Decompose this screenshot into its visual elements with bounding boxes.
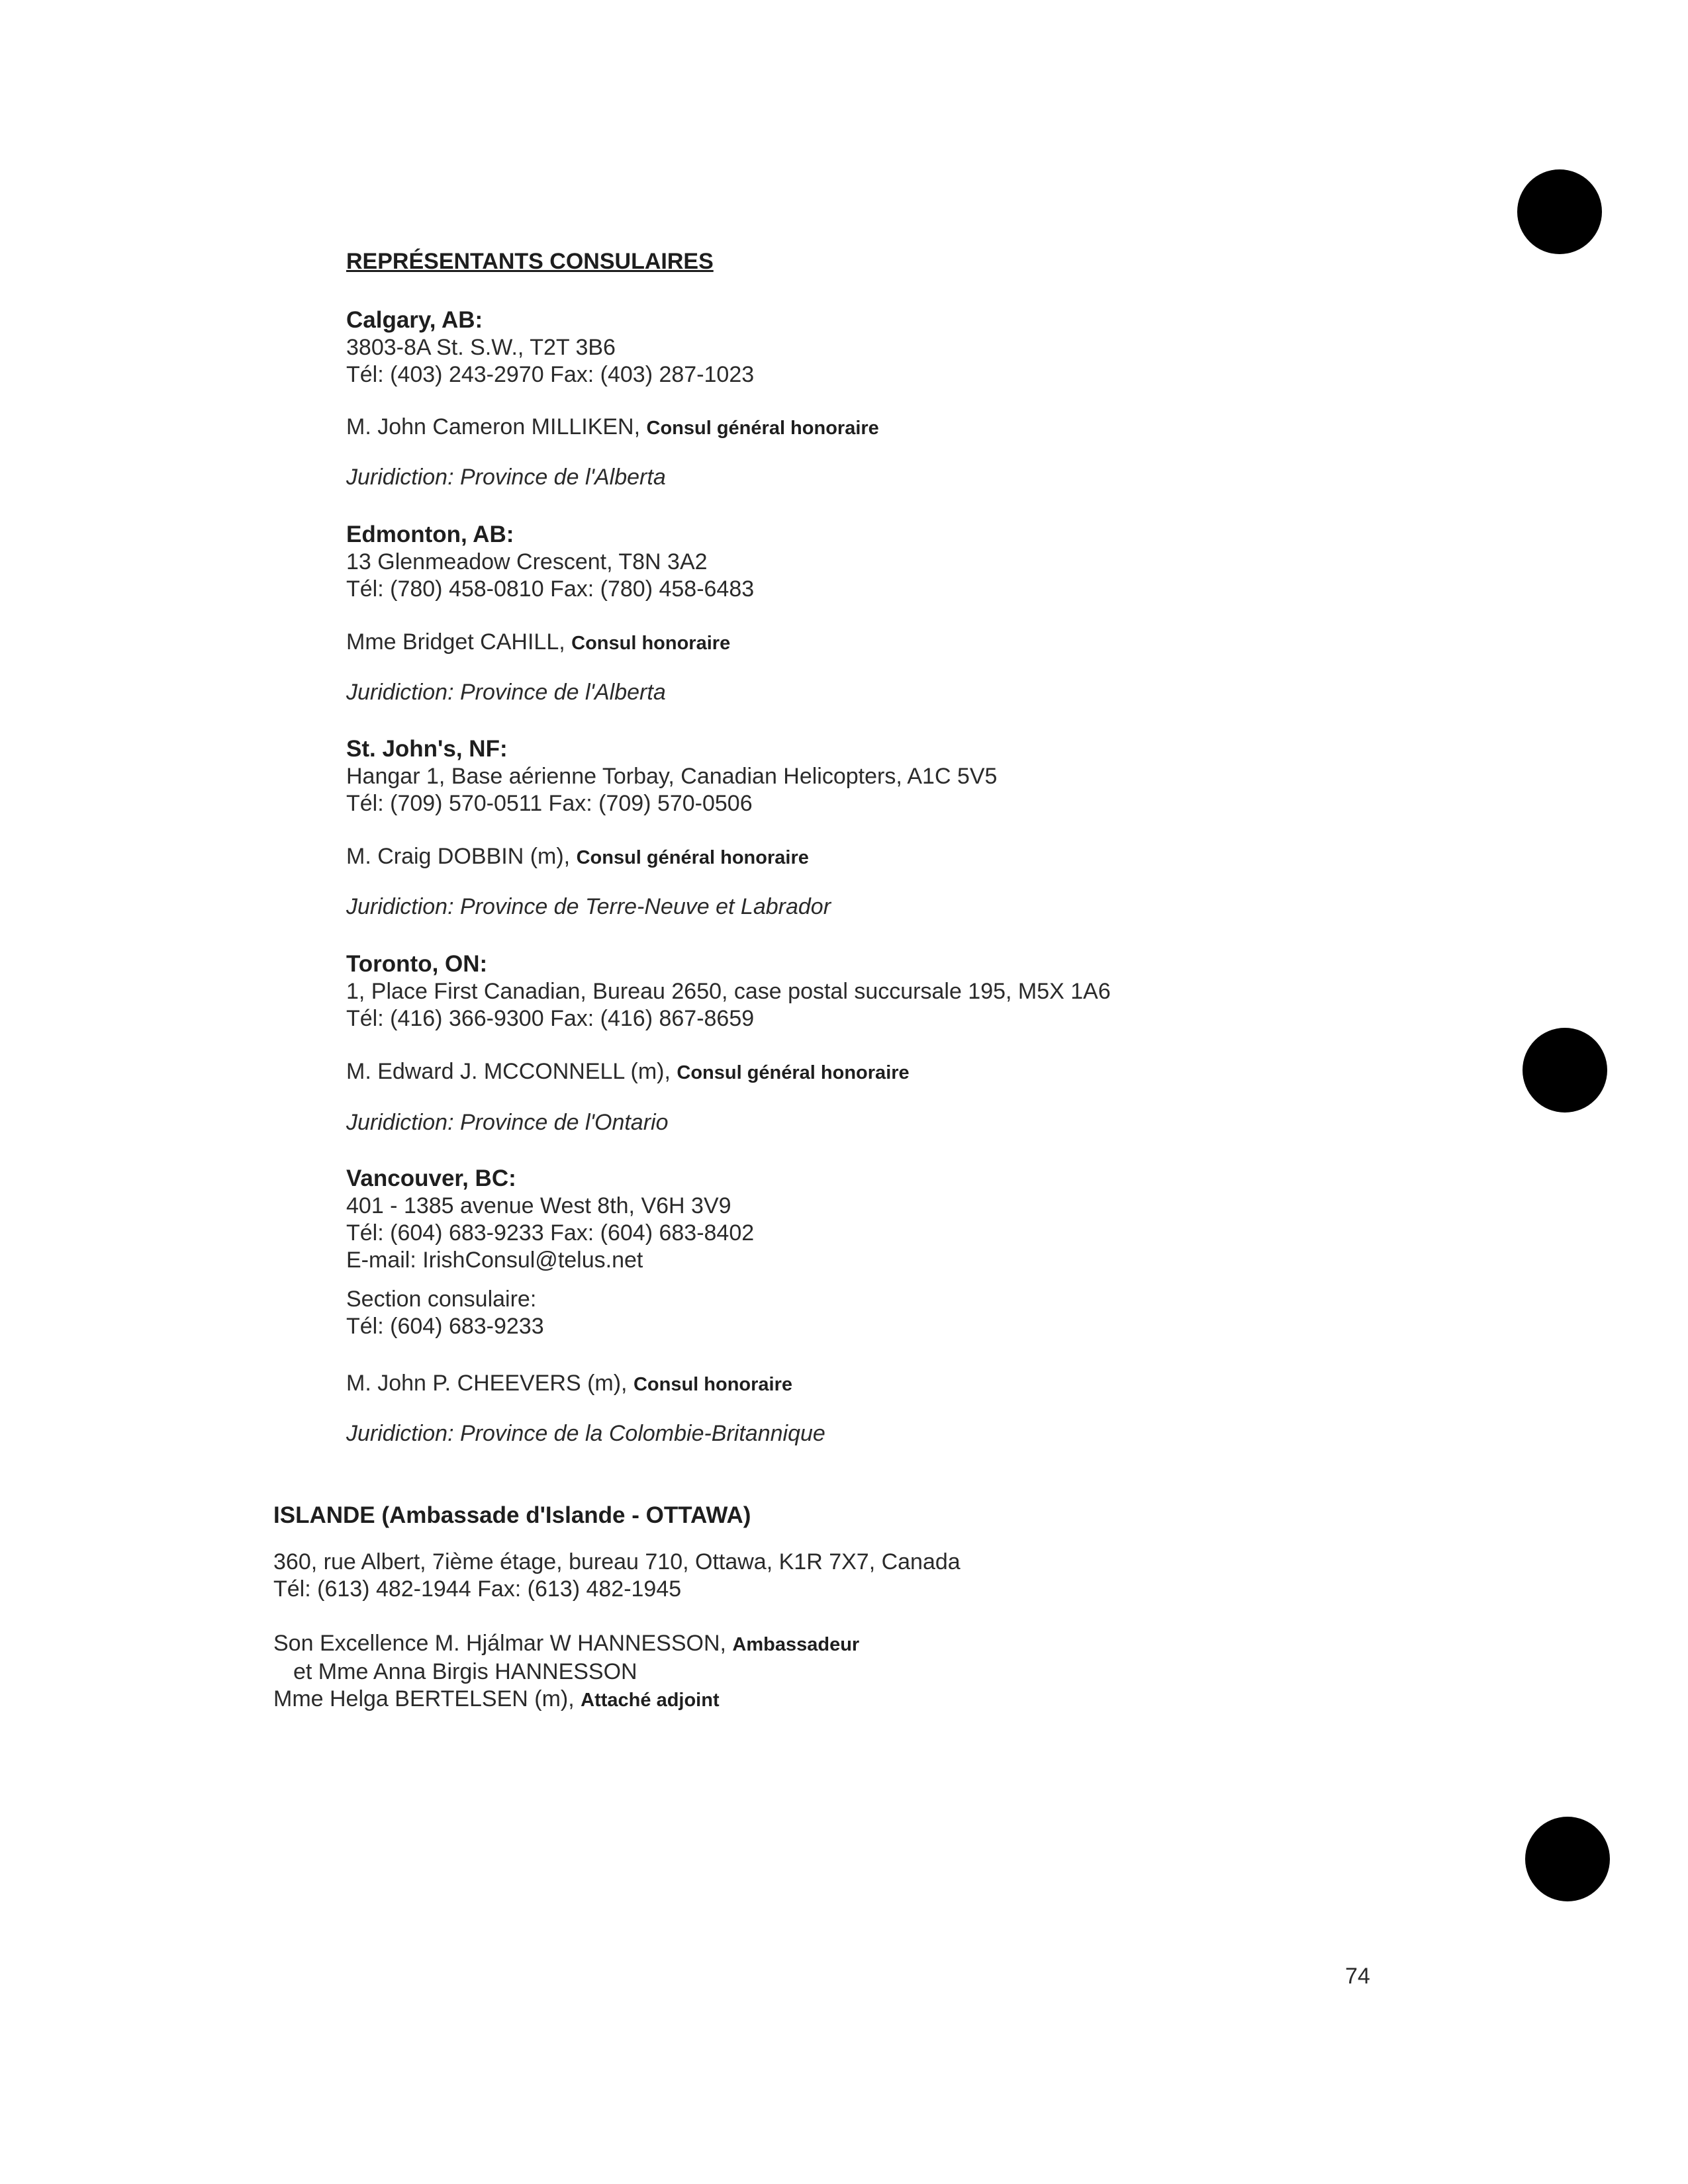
person-title: Consul général honoraire xyxy=(677,1062,910,1083)
embassy-phone: Tél: (613) 482-1944 Fax: (613) 482-1945 xyxy=(273,1576,682,1602)
person-name: M. John P. CHEEVERS (m), xyxy=(346,1371,628,1396)
staff-row xyxy=(273,1659,859,1686)
staff-name: et Mme Anna Birgis HANNESSON xyxy=(293,1659,637,1684)
staff-title: Attaché adjoint xyxy=(581,1690,720,1711)
staff-row xyxy=(273,1630,859,1659)
jurisdiction: Juridiction: Province de la Colombie-Britannique xyxy=(346,1421,825,1446)
section-phone: Tél: (604) 683-9233 xyxy=(346,1314,544,1339)
address-line: 13 Glenmeadow Crescent, T8N 3A2 xyxy=(346,549,708,574)
person-name: M. Edward J. MCCONNELL (m), xyxy=(346,1059,671,1084)
person-name: M. John Cameron MILLIKEN, xyxy=(346,414,641,439)
section-heading: REPRÉSENTANTS CONSULAIRES xyxy=(346,249,714,274)
city-name: Edmonton, AB: xyxy=(346,522,514,547)
consular-section xyxy=(346,1286,544,1340)
person-name: Mme Bridget CAHILL, xyxy=(346,629,565,655)
embassy-address: 360, rue Albert, 7ième étage, bureau 710, Ottawa, K1R 7X7, Canada xyxy=(273,1549,961,1574)
consul-person xyxy=(346,414,879,442)
address-line: 401 - 1385 avenue West 8th, V6H 3V9 xyxy=(346,1193,731,1218)
person-title: Consul général honoraire xyxy=(576,847,809,868)
consul-person xyxy=(346,1370,792,1398)
email-line: E-mail: IrishConsul@telus.net xyxy=(346,1248,643,1273)
jurisdiction: Juridiction: Province de l'Alberta xyxy=(346,465,666,490)
punch-hole-bottom xyxy=(1525,1817,1610,1901)
jurisdiction: Juridiction: Province de Terre-Neuve et Labrador xyxy=(346,894,831,919)
person-name: M. Craig DOBBIN (m), xyxy=(346,844,571,869)
staff-name: Mme Helga BERTELSEN (m), xyxy=(273,1686,575,1711)
phone-line: Tél: (780) 458-0810 Fax: (780) 458-6483 xyxy=(346,576,755,602)
person-title: Consul général honoraire xyxy=(646,418,879,439)
consulate-st-johns xyxy=(346,735,997,817)
address-line: 3803-8A St. S.W., T2T 3B6 xyxy=(346,335,616,360)
phone-line: Tél: (604) 683-9233 Fax: (604) 683-8402 xyxy=(346,1220,755,1246)
phone-line: Tél: (403) 243-2970 Fax: (403) 287-1023 xyxy=(346,362,755,387)
staff-title: Ambassadeur xyxy=(732,1634,860,1655)
consulate-edmonton xyxy=(346,521,754,603)
staff-name: Son Excellence M. Hjálmar W HANNESSON, xyxy=(273,1631,726,1656)
staff-row xyxy=(273,1686,859,1714)
country-heading: ISLANDE (Ambassade d'Islande - OTTAWA) xyxy=(273,1502,751,1528)
consulate-vancouver xyxy=(346,1165,754,1274)
embassy-staff xyxy=(273,1630,859,1714)
jurisdiction: Juridiction: Province de l'Ontario xyxy=(346,1110,669,1135)
phone-line: Tél: (416) 366-9300 Fax: (416) 867-8659 xyxy=(346,1006,755,1031)
consul-person xyxy=(346,1058,910,1087)
jurisdiction: Juridiction: Province de l'Alberta xyxy=(346,680,666,705)
person-title: Consul honoraire xyxy=(571,633,731,654)
section-label: Section consulaire: xyxy=(346,1287,537,1312)
address-line: Hangar 1, Base aérienne Torbay, Canadian Helicopters, A1C 5V5 xyxy=(346,764,998,789)
consul-person xyxy=(346,629,730,657)
phone-line: Tél: (709) 570-0511 Fax: (709) 570-0506 xyxy=(346,791,753,816)
punch-hole-middle xyxy=(1523,1028,1607,1113)
person-title: Consul honoraire xyxy=(633,1374,793,1395)
embassy-contact xyxy=(273,1549,961,1603)
page-number: 74 xyxy=(1345,1964,1370,1989)
city-name: Calgary, AB: xyxy=(346,307,483,333)
address-line: 1, Place First Canadian, Bureau 2650, case postal succursale 195, M5X 1A6 xyxy=(346,979,1111,1004)
consulate-calgary xyxy=(346,306,754,388)
consulate-toronto xyxy=(346,950,1111,1032)
city-name: Toronto, ON: xyxy=(346,951,488,977)
city-name: St. John's, NF: xyxy=(346,736,508,762)
punch-hole-top xyxy=(1517,169,1602,254)
city-name: Vancouver, BC: xyxy=(346,1165,516,1191)
consul-person xyxy=(346,843,809,872)
